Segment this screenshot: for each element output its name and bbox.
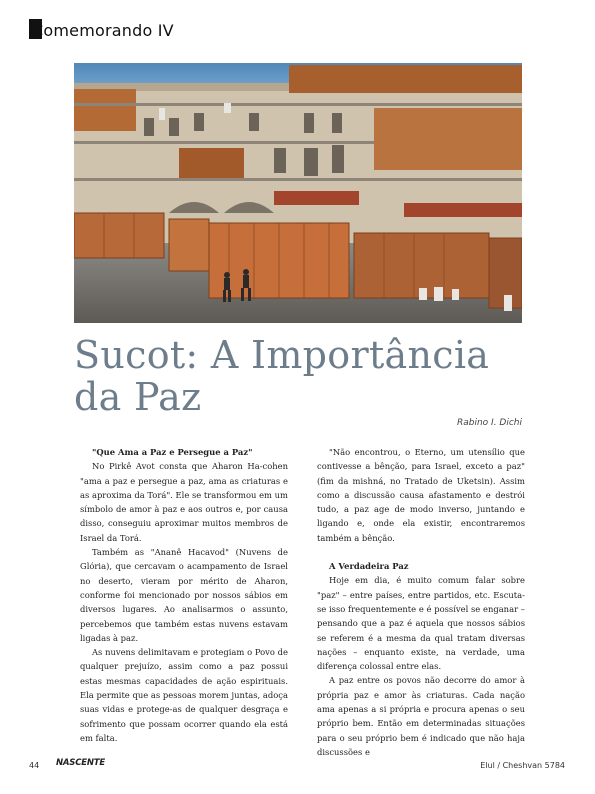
paragraph-spacer	[317, 545, 525, 559]
right-paragraph-1: Hoje em dia, é muito comum falar sobre "paz" – entre países, entre partidos, etc. Escuta-se isso frequentemente e é possível se enganar – pensando que a paz é aquela que nossos sábios se referem é a mesma da qual tratam diversas nações – enquanto existe, na verdade, uma diferença colossal entre elas.	[317, 575, 525, 672]
left-column	[80, 445, 288, 745]
article-title: Sucot: A Importância da Paz	[74, 333, 490, 419]
page-number: 44	[29, 761, 40, 770]
left-paragraph-1: No Pirkê Avot consta que Aharon Ha-cohen "ama a paz e persegue a paz, ama as criaturas e as aproxima da Torá". Ele se transformou em um símbolo de amor à paz e aos outros e, por causa disso, conseguiu aproximar muitos membros de Israel da Torá.	[80, 461, 288, 543]
sukkot-photo-illustration	[74, 63, 522, 323]
left-paragraph-2: Também as "Ananê Hacavod" (Nuvens de Glória), que cercavam o acampamento de Israel no deserto, vieram por mérito de Aharon, conforme foi mencionado por nossos sábios em diversos lugares. Ao analisarmos o assunto, percebemos que também estas nuvens estavam ligadas à paz.	[80, 547, 288, 643]
right-subtitle: A Verdadeira Paz	[329, 561, 409, 572]
article-author: Rabino I. Dichi	[456, 418, 522, 428]
right-paragraph-2: A paz entre os povos não decorre do amor à própria paz e amor às criaturas. Cada nação ama apenas a si própria e procura apenas o seu próprio bem. Então em determinadas situações para o seu próprio bem é indicado que não haja discussões e	[317, 675, 525, 757]
section-title: Comemorando IV	[32, 21, 174, 40]
issue-date: Elul / Cheshvan 5784	[480, 761, 565, 770]
right-column	[317, 445, 525, 759]
article-photo	[74, 63, 522, 323]
magazine-logo: NASCENTE	[56, 758, 105, 768]
right-intro-paragraph: "Não encontrou, o Eterno, um utensílio que contivesse a bênção, para Israel, exceto a paz" (fim da mishná, no Tratado de Uketsin). Assim como a discussão causa afastamento e destrói tudo, a paz age de modo inverso, juntando e ligando e, onde ela existir, encontraremos também a bênção.	[317, 447, 525, 543]
left-paragraph-3: As nuvens delimitavam e protegiam o Povo de qualquer prejuízo, assim como a paz possui estas mesmas capacidades de ação espirituais. Ela permite que as pessoas morem juntas, adoça suas vidas e protege-as de qualquer desgraça e sofrimento que possam ocorrer quando ela está em falta.	[80, 647, 288, 743]
left-subtitle: "Que Ama a Paz e Persegue a Paz"	[92, 447, 253, 457]
